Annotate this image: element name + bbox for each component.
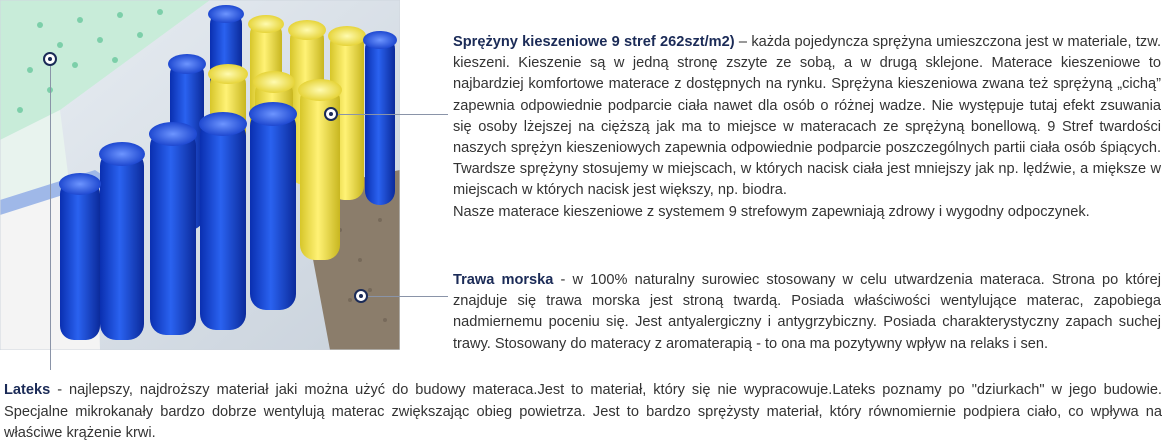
latex-callout-line [50, 66, 51, 370]
mattress-cross-section-image [0, 0, 400, 350]
springs-term: Sprężyny kieszeniowe 9 stref 262szt/m2) [453, 34, 735, 50]
springs-callout-line [338, 114, 448, 115]
seagrass-marker [354, 289, 368, 303]
seagrass-text: - w 100% naturalny surowiec stosowany w celu utwardzenia materaca. Strona po której znajduje się trawa morska jest stroną twardą. Posiada właściwości wentylujące materac, zapobiega nadmiernemu poceniu się. Jest antyalergiczny i antygrzybiczny. Posiada charakterystyczny zapach suchej trawy. Stosowany do materacy z aromaterapią - to ona ma pozytywny wpływ na relaks i sen. [453, 272, 1161, 352]
springs-marker [324, 107, 338, 121]
latex-text: - najlepszy, najdroższy materiał jaki można użyć do budowy materaca.Jest to materiał, który się nie wypracowuje.Lateks poznamy po "dziurkach" w jego budowie. Specjalne mikrokanały bardzo dobrze wentylują materac zwiększając obieg powietrza. Jest to bardzo sprężysty materiał, który równomiernie podpiera ciało, co wpływa na właściwe krążenie krwi. [4, 382, 1162, 441]
springs-description [453, 32, 1161, 223]
seagrass-description [453, 270, 1161, 355]
seagrass-callout-line [368, 296, 448, 297]
springs-text: – każda pojedyncza sprężyna umieszczona jest w materiale, tzw. kieszeni. Kieszenie są w jedną stronę zszyte ze sobą, a w drugą sklejone. Materace kieszeniowe to najbardziej komfortowe materace z dostępnych na rynku. Sprężyna kieszeniowa zwana też sprężyną „cichą” zapewnia odpowiednie podparcie ciała nawet dla osób o różnej wadze. Nie występuje tutaj efekt zsuwania się osoby lżejszej na cięższą jak ma to miejsce w materacach ze sprężyną bonellową. 9 Stref twardości naszych sprężyn kieszeniowych zapewnia odpowiednie podparcie poszczególnych partii ciała osób śpiących. Twardsze sprężyny stosujemy w miejscach, w których nacisk ciała jest mniejszy jak np. lędźwie, a miększe w miejscach w których nacisk jest większy, np. biodra. [453, 34, 1161, 199]
seagrass-term: Trawa morska [453, 272, 554, 288]
latex-description [4, 380, 1162, 445]
springs-summary: Nasze materace kieszeniowe z systemem 9 strefowym zapewniają zdrowy i wygodny odpoczynek. [453, 203, 1090, 220]
latex-term: Lateks [4, 382, 51, 398]
latex-marker [43, 52, 57, 66]
